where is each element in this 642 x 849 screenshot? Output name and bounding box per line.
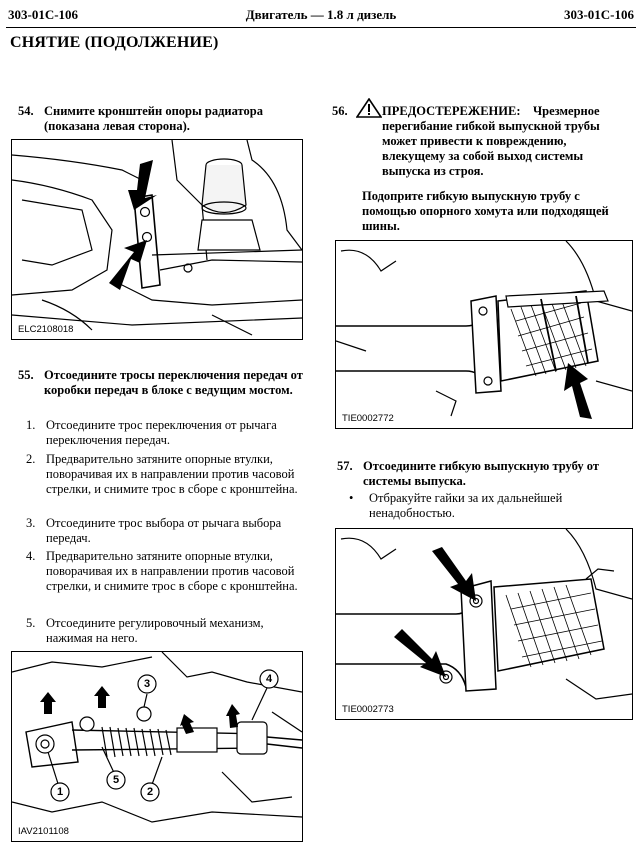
- figure-gear-cables: [11, 651, 303, 842]
- substep-2: 2. Предварительно затяните опорные втулки, поворачивая их в направлении против часовой стрелки, и снимите трос в сборе с кронштейна.: [26, 452, 298, 496]
- step-55: [18, 368, 303, 398]
- figure-caption: TIE0002773: [342, 704, 394, 715]
- step-number: 57.: [337, 459, 353, 473]
- figure-exhaust-disconnect: [335, 528, 633, 720]
- step-text: Отсоедините тросы переключения передач от коробки передач в блоке с ведущим мостом.: [44, 368, 303, 397]
- figure-radiator-bracket: [11, 139, 303, 340]
- substep-1: 1. Отсоедините трос переключения от рычага переключения передач.: [26, 418, 277, 447]
- step-text: Отсоедините гибкую выпускную трубу от системы выпуска.: [363, 459, 600, 488]
- callout-2: 2: [146, 786, 154, 798]
- page-header: [0, 0, 642, 28]
- figure-caption: ELC2108018: [18, 324, 74, 335]
- warning-text: Чрезмерное перегибание гибкой выпускной трубы может привести к повреждению, влекущему за собой выход системы выпуска из строя.: [382, 104, 600, 178]
- figure-exhaust-support: [335, 240, 633, 429]
- step-number: 55.: [18, 368, 34, 382]
- callout-4: 4: [265, 673, 273, 685]
- step-number: 54.: [18, 104, 34, 118]
- step-text: Снимите кронштейн опоры радиатора (показана левая сторона).: [44, 104, 263, 133]
- step-54: [18, 104, 303, 134]
- substep-3: 3. Отсоедините трос выбора от рычага выбора передач.: [26, 516, 282, 545]
- figure-caption: IAV2101108: [18, 826, 69, 837]
- header-right-code: 303-01C-106: [563, 7, 634, 22]
- header-left-code: 303-01C-106: [8, 7, 79, 22]
- callout-5: 5: [112, 774, 120, 786]
- warning-icon: [356, 98, 382, 118]
- step-56-text: Подоприте гибкую выпускную трубу с помощью опорного хомута или подходящей шины.: [362, 189, 609, 233]
- bullet-item: • Отбракуйте гайки за их дальнейшей ненадобностью.: [349, 491, 563, 520]
- warning-label: ПРЕДОСТЕРЕЖЕНИЕ:: [382, 104, 521, 118]
- header-rule: [6, 27, 636, 28]
- substep-5: 5. Отсоедините регулировочный механизм, нажимая на него.: [26, 616, 264, 645]
- substep-4: 4. Предварительно затяните опорные втулки, поворачивая их в направлении против часовой стрелки, и снимите трос в сборе с кронштейна.: [26, 549, 298, 593]
- callout-3: 3: [143, 678, 151, 690]
- step-number: 56.: [332, 104, 348, 118]
- callout-1: 1: [56, 786, 64, 798]
- section-title: СНЯТИЕ (ПОДОЛЖЕНИЕ): [10, 34, 219, 51]
- step-57: [337, 459, 627, 489]
- figure-caption: TIE0002772: [342, 413, 394, 424]
- header-title: Двигатель — 1.8 л дизель: [245, 7, 397, 22]
